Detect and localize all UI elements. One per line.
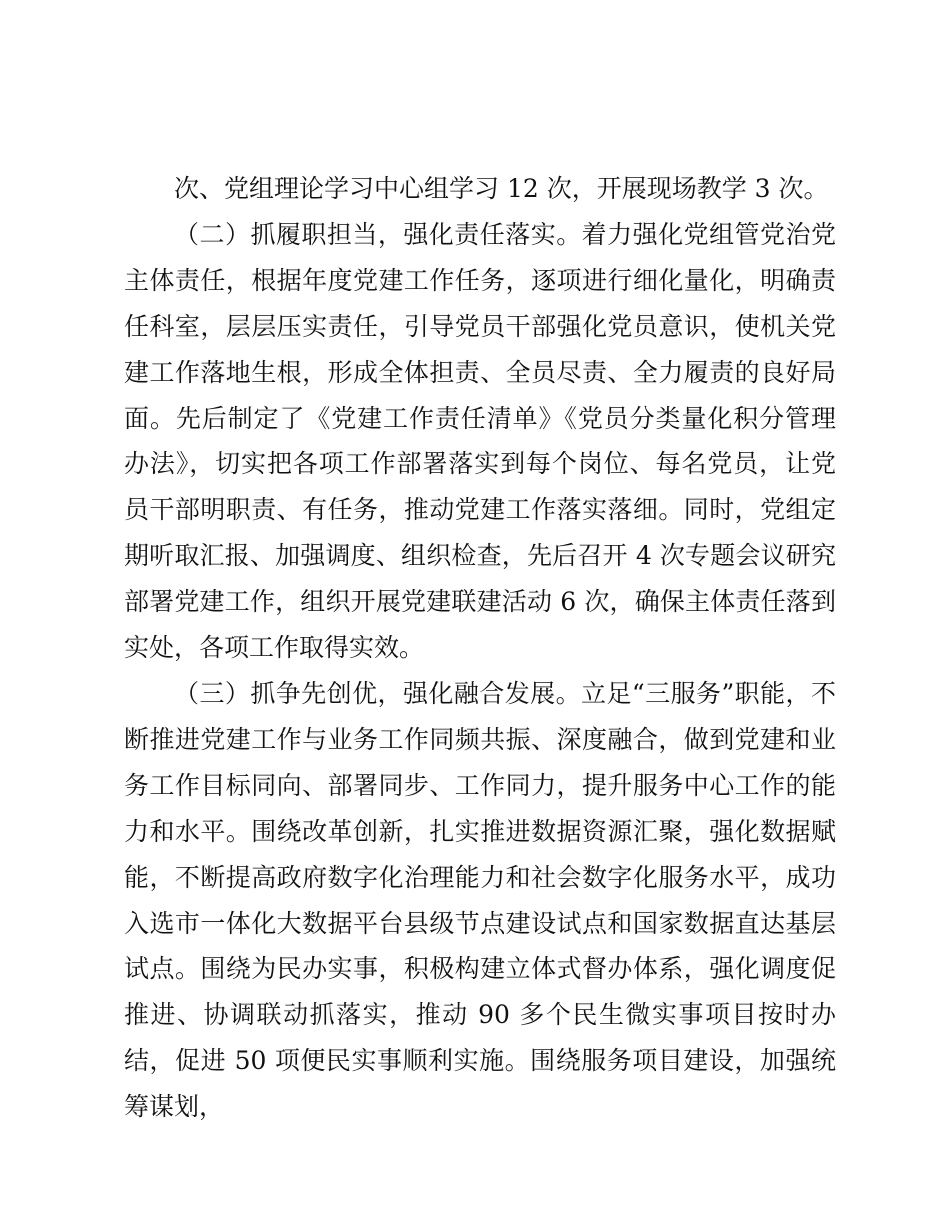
paragraph-continuation: 次、党组理论学习中心组学习 12 次，开展现场教学 3 次。 xyxy=(174,174,829,203)
paragraph-section-2: （二）抓履职担当，强化责任落实。着力强化党组管党治党主体责任，根据年度党建工作任务，逐项进行细化量化，明确责任科室，层层压实责任，引导党员干部强化党员意识，使机关党建工作落地生根，形成全体担责、全员尽责、全力履责的良好局面。先后制定了《党建工作责任清单》《党员分类量化积分管理办法》，切实把各项工作部署落实到每个岗位、每名党员，让党员干部明职责、有任务，推动党建工作落实落细。同时，党组定期听取汇报、加强调度、组织检查，先后召开 4 次专题会议研究部署党建工作，组织开展党建联建活动 6 次，确保主体责任落到实处，各项工作取得实效。 xyxy=(124,219,836,663)
paragraph-section-3: （三）抓争先创优，强化融合发展。立足“三服务”职能，不断推进党建工作与业务工作同频共振、深度融合，做到党建和业务工作目标同向、部署同步、工作同力，提升服务中心工作的能力和水平。围绕改革创新，扎实推进数据资源汇聚，强化数据赋能，不断提高政府数字化治理能力和社会数字化服务水平，成功入选市一体化大数据平台县级节点建设试点和国家数据直达基层试点。围绕为民办实事，积极构建立体式督办体系，强化调度促推进、协调联动抓落实，推动 90 多个民生微实事项目按时办结，促进 50 项便民实事顺利实施。围绕服务项目建设，加强统筹谋划， xyxy=(124,678,836,1122)
document-body xyxy=(124,166,836,1130)
